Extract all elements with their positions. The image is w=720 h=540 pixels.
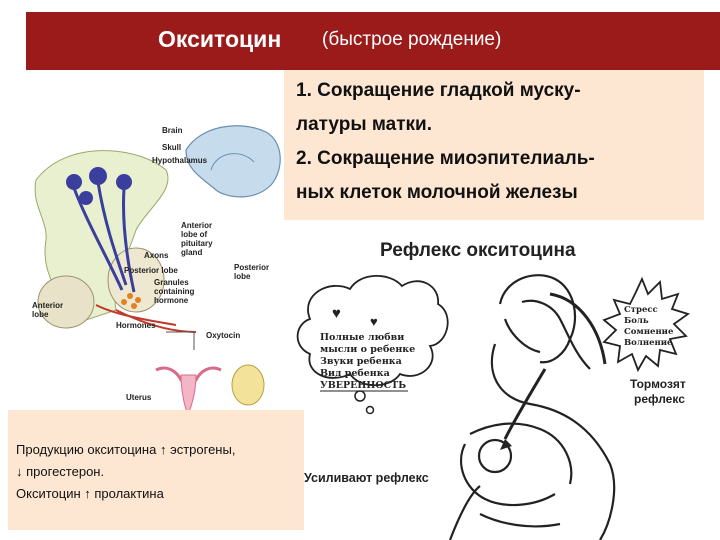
- heart-icon: ♥: [370, 314, 378, 329]
- pituitary-illustration: [26, 70, 284, 430]
- label-axons: Axons: [144, 251, 169, 260]
- page-subtitle: (быстрое рождение): [322, 29, 502, 50]
- note-line: Окситоцин ↑ пролактина: [16, 486, 164, 501]
- pituitary-diagram: [26, 70, 284, 430]
- breast-shape: [232, 365, 264, 405]
- enhance-label: Усиливают рефлекс: [304, 471, 429, 485]
- notes-box: [8, 410, 304, 530]
- label-anterior-lobe-pg: pituitary: [181, 239, 213, 248]
- stress-line: Боль: [624, 316, 649, 326]
- effect-line: 1. Сокращение гладкой муску-: [296, 80, 581, 101]
- label-oxytocin: Oxytocin: [206, 331, 241, 340]
- label-posterior-lobe-right: Posterior: [234, 263, 270, 272]
- label-hormones: Hormones: [116, 321, 156, 330]
- label-posterior-lobe-right: lobe: [234, 272, 251, 281]
- heart-icon: ♥: [332, 305, 341, 322]
- label-granules: containing: [154, 287, 195, 296]
- reflex-illustration: [290, 224, 720, 540]
- thought-line: Звуки ребенка: [320, 356, 402, 367]
- label-anterior-lobe-pg: Anterior: [181, 221, 213, 230]
- effects-box: [284, 70, 704, 220]
- stress-line: Стресс: [624, 305, 658, 315]
- mother-baby-drawing: [450, 275, 614, 540]
- effect-line: ных клеток молочной железы: [296, 182, 578, 203]
- label-hypothalamus: Hypothalamus: [152, 156, 208, 165]
- label-anterior-lobe: Anterior: [32, 301, 64, 310]
- title-bar: [26, 12, 720, 70]
- reflex-panel: [290, 224, 720, 540]
- label-anterior-lobe: lobe: [32, 310, 49, 319]
- oxytocin-arrow: [166, 332, 194, 350]
- label-granules: Granules: [154, 278, 189, 287]
- stress-line: Волнение: [624, 338, 673, 348]
- reflex-title: Рефлекс окситоцина: [380, 240, 576, 261]
- label-anterior-lobe-pg: lobe of: [181, 230, 208, 239]
- effect-line: 2. Сокращение миоэпителиаль-: [296, 148, 595, 169]
- thought-line: Вид ребенка: [320, 368, 390, 379]
- uterus-shape: [156, 368, 221, 415]
- effect-line: латуры матки.: [296, 114, 432, 135]
- thought-line: Полные любви: [320, 332, 405, 343]
- label-skull: Skull: [162, 143, 182, 152]
- thought-dot: [355, 391, 365, 401]
- thought-dot: [367, 407, 374, 414]
- inhibit-label: рефлекс: [634, 392, 685, 406]
- label-anterior-lobe-pg: gland: [181, 248, 203, 257]
- note-line: ↓ прогестерон.: [16, 464, 105, 479]
- label-posterior-lobe: Posterior lobe: [124, 266, 178, 275]
- thought-line: мысли о ребенке: [320, 344, 416, 355]
- inhibit-label: Тормозят: [630, 377, 686, 391]
- label-uterus: Uterus: [126, 393, 152, 402]
- label-granules: hormone: [154, 296, 189, 305]
- note-line: Продукцию окситоцина ↑ эстрогены,: [16, 442, 236, 457]
- thought-line: УВЕРЕННОСТЬ: [320, 380, 407, 391]
- label-brain: Brain: [162, 126, 183, 135]
- stress-line: Сомнение: [624, 327, 674, 337]
- page-title: Окситоцин: [158, 26, 282, 52]
